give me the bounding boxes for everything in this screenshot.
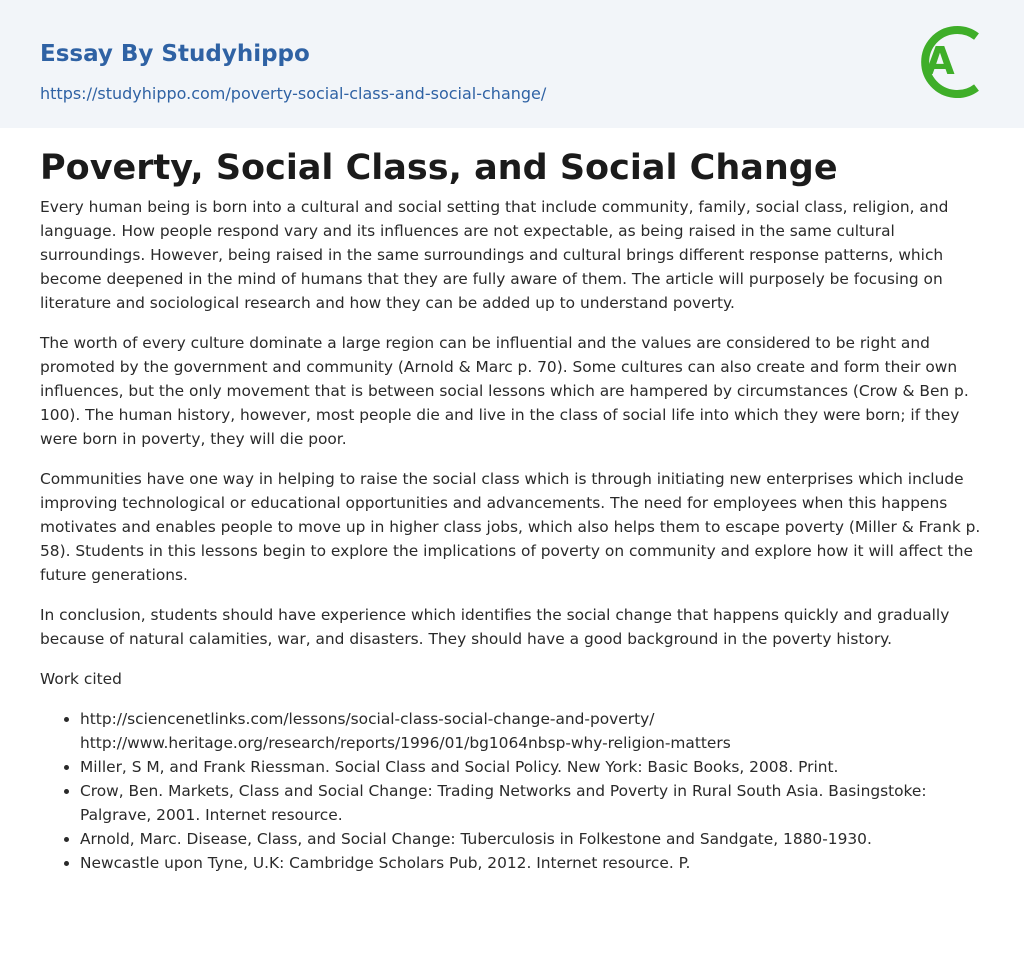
works-cited-item: • http://sciencenetlinks.com/lessons/social-class-social-change-and-poverty/ http://www.heritage.org/research/reports/1996/01/bg1064nbsp-why-religion-matters [80,707,986,755]
paragraph-3: Communities have one way in helping to raise the social class which is through initiating new enterprises which include improving technological or educational opportunities and advancements. The need for employees when this happens motivates and enables people to move up in higher class jobs, which also helps them to escape poverty (Miller & Frank p. 58). Students in this lessons begin to explore the implications of poverty on community and explore how it will affect the future generations. [40,470,981,584]
paragraph-1: Every human being is born into a cultural and social setting that include community, family, social class, religion, and language. How people respond vary and its influences are not expectable, as being raised in the same cultural surroundings. However, being raised in the same surroundings and cultural brings different response patterns, which become deepened in the mind of humans that they are fully aware of them. The article will purposely be focusing on literature and sociological research and how they can be added up to understand poverty. [40,198,949,312]
studyhippo-logo-icon[interactable] [910,18,990,106]
paragraph-4: In conclusion, students should have experience which identifies the social change that happens quickly and gradually because of natural calamities, war, and disasters. They should have a good background in the poverty history. [40,606,950,648]
works-cited-item: • Arnold, Marc. Disease, Class, and Social Change: Tuberculosis in Folkestone and Sandgate, 1880-1930. [80,827,986,851]
site-header [0,0,1024,128]
works-cited-item: • Crow, Ben. Markets, Class and Social Change: Trading Networks and Poverty in Rural South Asia. Basingstoke: Palgrave, 2001. Internet resource. [80,779,986,827]
essay-content [40,146,986,875]
works-cited-item: • Miller, S M, and Frank Riessman. Social Class and Social Policy. New York: Basic Books, 2008. Print. [80,755,986,779]
logo-letter: A [925,39,955,83]
works-cited-item: • Newcastle upon Tyne, U.K: Cambridge Scholars Pub, 2012. Internet resource. P. [80,851,986,875]
site-brand[interactable]: Essay By Studyhippo [40,41,310,67]
essay-url-link[interactable]: https://studyhippo.com/poverty-social-class-and-social-change/ [40,84,547,103]
paragraph-2: The worth of every culture dominate a large region can be influential and the values are considered to be right and promoted by the government and community (Arnold & Marc p. 70). Some cultures can also create and form their own influences, but the only movement that is between social lessons which are hampered by circumstances (Crow & Ben p. 100). The human history, however, most people die and live in the class of social life into which they were born; if they were born in poverty, they will die poor. [40,334,969,448]
works-cited-list [40,707,986,875]
essay-title: Poverty, Social Class, and Social Change [40,148,838,188]
works-cited-heading: Work cited [40,670,122,688]
